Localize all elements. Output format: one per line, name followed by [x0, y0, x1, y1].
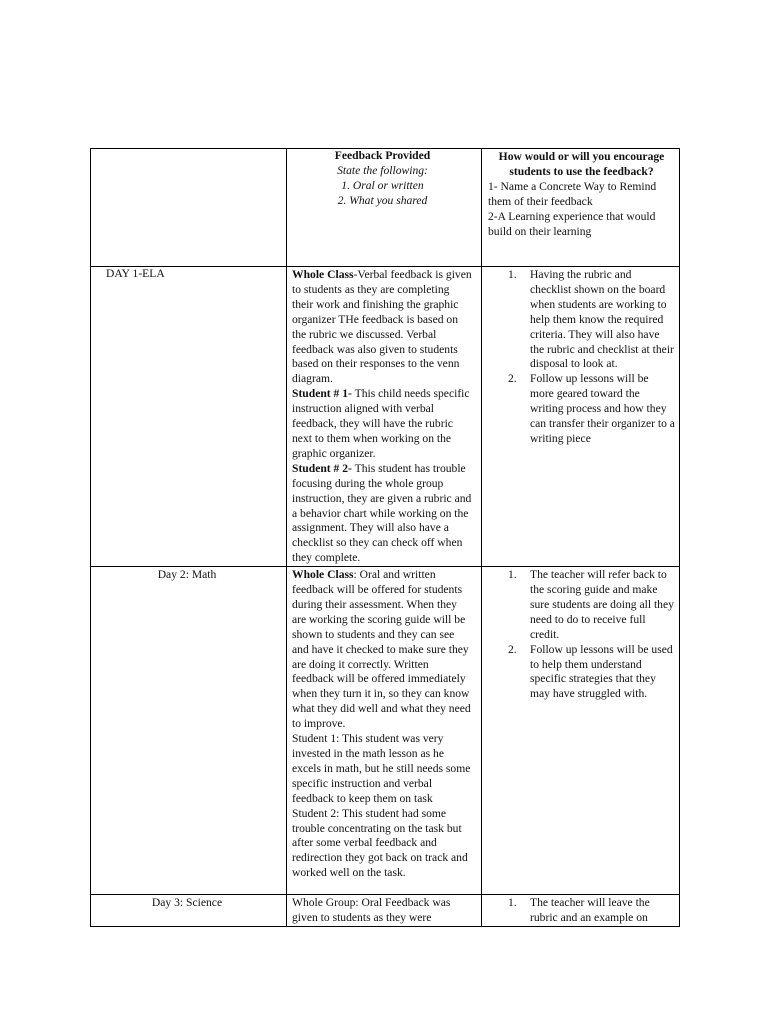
encourage-line-1: 1- Name a Concrete Way to Remind them of their feedback — [488, 179, 657, 208]
step-number: 1. — [508, 568, 517, 582]
step-text: Follow up lessons will be used to help them understand specific strategies that they may have struggled with. — [530, 642, 673, 701]
student-1-label: Student # 1- — [292, 387, 352, 401]
feedback-cell — [287, 267, 482, 567]
encourage-cell — [482, 895, 680, 927]
header-cell-encourage — [482, 149, 680, 267]
whole-class-text: : Oral and written feedback will be offered for students during their assessment. When they are working the scoring guide will be shown to students and they can see and have it checked to make sure they are doing it correctly. Written feedback will be offered immediately when they turn it in, so they can know what they did well and what they need to improve. — [292, 568, 471, 731]
student-1-text: This child needs specific instruction aligned with verbal feedback, they will have the rubric next to them when working on the graphic organizer. — [292, 387, 470, 460]
encourage-step — [482, 372, 675, 447]
encourage-cell — [482, 567, 680, 895]
step-text: The teacher will leave the rubric and an example on — [530, 896, 650, 925]
step-number: 2. — [508, 642, 517, 656]
step-number: 1. — [508, 896, 517, 910]
day-label: Day 3: Science — [151, 896, 223, 910]
encourage-step — [482, 568, 675, 643]
whole-class-text: -Verbal feedback is given to students as they are completing their work and finishing the graphic organizer THe feedback is based on the rubric we discussed. Verbal feedback was also given to students based on their responses to the venn diagram. — [292, 268, 472, 386]
day-cell — [91, 567, 287, 895]
table-header-row — [91, 149, 680, 267]
feedback-text: Whole Group: Oral Feedback was given to students as they were — [292, 896, 451, 925]
feedback-cell — [287, 895, 482, 927]
feedback-provided-title: Feedback Provided — [334, 149, 431, 162]
table-row — [91, 567, 680, 895]
header-cell-empty — [91, 149, 287, 267]
feedback-provided-item: 1. Oral or written — [341, 178, 424, 192]
day-label: Day 2: Math — [157, 568, 217, 582]
student-2-label: Student # 2- — [292, 461, 352, 475]
step-text: The teacher will refer back to the scoring guide and make sure students are doing all they need to do to receive full credit. — [530, 568, 674, 641]
table-row — [91, 267, 680, 567]
feedback-provided-subtitle: State the following: — [337, 163, 428, 177]
table-row — [91, 895, 680, 927]
step-text: Follow up lessons will be more geared toward the writing process and how they can transfer their organizer to a writing piece — [530, 372, 675, 445]
step-number: 1. — [508, 268, 517, 281]
step-number: 2. — [508, 372, 517, 386]
header-cell-feedback — [287, 149, 482, 267]
student-1-text: Student 1: This student was very invested in the math lesson as he excels in math, but he still needs some specific instruction and verbal feedback to keep them on task — [292, 732, 471, 805]
encourage-step — [482, 643, 675, 703]
day-label: DAY 1-ELA — [106, 267, 165, 280]
feedback-provided-item: 2. What you shared — [337, 193, 428, 207]
student-2-text: This student has trouble focusing during the whole group instruction, they are given a rubric and a behavior chart while working on the assignment. They will also have a checklist so they can check off when they complete. — [292, 461, 472, 565]
day-cell — [91, 895, 287, 927]
student-2-text: Student 2: This student had some trouble concentrating on the task but after some verbal feedback and redirection they got back on track and worked well on the task. — [292, 806, 468, 880]
feedback-cell — [287, 567, 482, 895]
feedback-table — [90, 148, 680, 927]
encourage-cell — [482, 267, 680, 567]
encourage-title: How would or will you encourage students to use the feedback? — [498, 150, 665, 178]
day-cell — [91, 267, 287, 567]
encourage-line-2: 2-A Learning experience that would build on their learning — [488, 209, 656, 238]
step-text: Having the rubric and checklist shown on the board when students are working to help them know the required criteria. They will also have the rubric and checklist at their disposal to look at. — [530, 268, 674, 371]
encourage-step — [482, 896, 675, 926]
whole-class-label: Whole Class — [292, 268, 354, 281]
encourage-step — [482, 268, 675, 372]
whole-class-label: Whole Class — [292, 568, 354, 582]
